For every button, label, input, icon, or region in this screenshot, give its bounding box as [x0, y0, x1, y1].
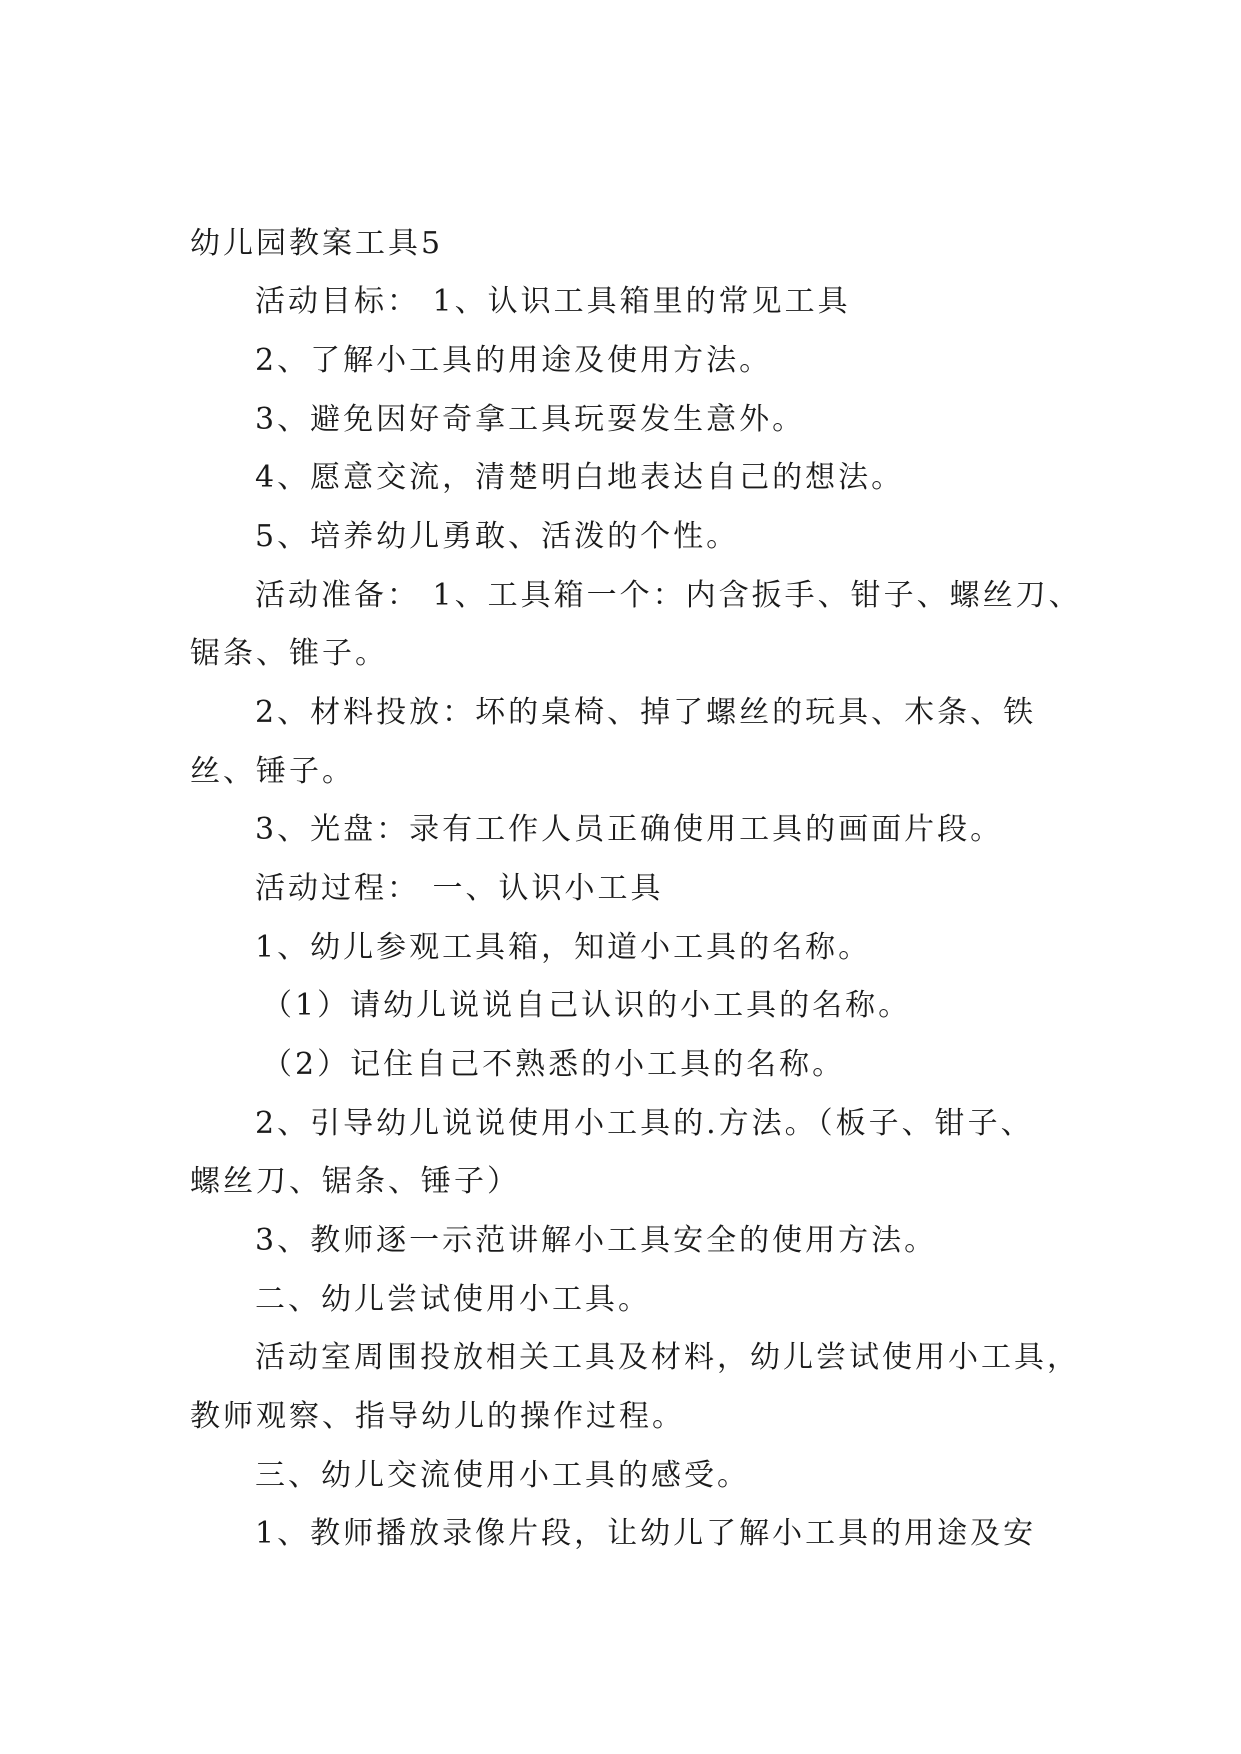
paragraph-line: （1）请幼儿说说自己认识的小工具的名称。: [262, 988, 912, 1023]
paragraph-line: 2、材料投放：坏的桌椅、掉了螺丝的玩具、木条、铁: [255, 695, 1037, 730]
paragraph-line: 活动室周围投放相关工具及材料，幼儿尝试使用小工具，: [255, 1340, 1080, 1375]
paragraph-line: 1、教师播放录像片段，让幼儿了解小工具的用途及安: [255, 1516, 1037, 1551]
paragraph-continuation: 丝、锤子。: [190, 754, 355, 789]
paragraph-line: 3、避免因好奇拿工具玩耍发生意外。: [255, 402, 806, 437]
paragraph-line: 1、幼儿参观工具箱，知道小工具的名称。: [255, 930, 872, 965]
paragraph-line: 2、引导幼儿说说使用小工具的.方法。（板子、钳子、: [255, 1106, 1034, 1141]
paragraph-line: 4、愿意交流，清楚明白地表达自己的想法。: [255, 460, 905, 495]
paragraph-line: 3、光盘：录有工作人员正确使用工具的画面片段。: [255, 812, 1004, 847]
document-title: 幼儿园教案工具5: [190, 226, 444, 261]
paragraph-line: 2、了解小工具的用途及使用方法。: [255, 343, 773, 378]
section-heading: 二、幼儿尝试使用小工具。: [255, 1282, 651, 1317]
paragraph-line: 5、培养幼儿勇敢、活泼的个性。: [255, 519, 740, 554]
paragraph-line: 活动过程： 一、认识小工具: [255, 871, 664, 906]
paragraph-line: 3、教师逐一示范讲解小工具安全的使用方法。: [255, 1223, 938, 1258]
paragraph-line: 活动目标： 1、认识工具箱里的常见工具: [255, 284, 851, 319]
paragraph-line: （2）记住自己不熟悉的小工具的名称。: [262, 1047, 846, 1082]
paragraph-continuation: 教师观察、指导幼儿的操作过程。: [190, 1399, 685, 1434]
paragraph-line: 活动准备： 1、工具箱一个：内含扳手、钳子、螺丝刀、: [255, 578, 1082, 613]
paragraph-continuation: 螺丝刀、锯条、锤子）: [190, 1164, 520, 1199]
section-heading: 三、幼儿交流使用小工具的感受。: [255, 1458, 750, 1493]
paragraph-continuation: 锯条、锥子。: [190, 636, 388, 671]
